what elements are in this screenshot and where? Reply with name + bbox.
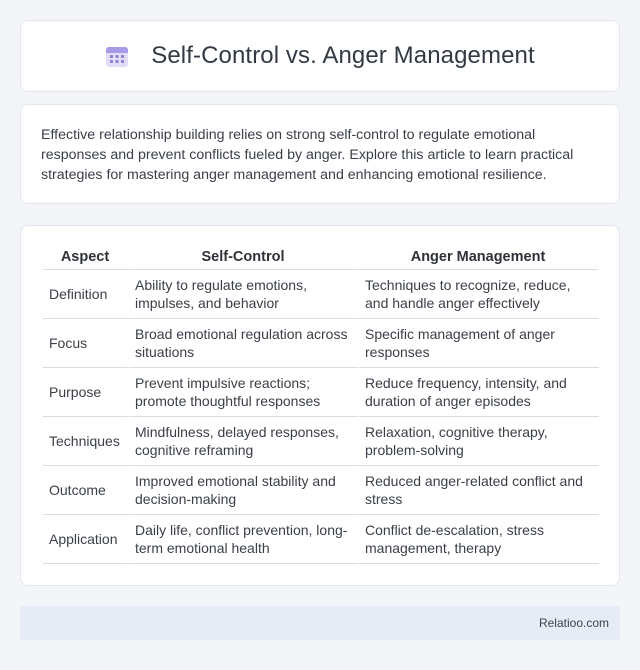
table-cell-self-control: Ability to regulate emotions, impulses, and behavior: [129, 270, 359, 319]
table-row: [43, 515, 599, 564]
table-row: [43, 319, 599, 368]
table-cell-anger-management: Techniques to recognize, reduce, and handle anger effectively: [359, 270, 599, 319]
table-cell-self-control: Daily life, conflict prevention, long-term emotional health: [129, 515, 359, 564]
table-cell-anger-management: Specific management of anger responses: [359, 319, 599, 368]
column-header-aspect: Aspect: [43, 246, 129, 270]
table-cell-aspect: Purpose: [43, 368, 129, 417]
comparison-table: [43, 246, 599, 564]
comparison-table-card: [20, 225, 620, 586]
intro-card: [20, 104, 620, 204]
intro-text: Effective relationship building relies on strong self-control to regulate emotional responses and prevent conflicts fueled by anger. Explore this article to learn practical strategies for mastering anger management and enhancing emotional resilience.: [41, 127, 574, 183]
table-cell-aspect: Definition: [43, 270, 129, 319]
calendar-icon: [105, 44, 129, 68]
table-row: [43, 270, 599, 319]
table-cell-anger-management: Reduced anger-related conflict and stress: [359, 466, 599, 515]
column-header-self-control: Self-Control: [129, 246, 359, 270]
table-cell-aspect: Outcome: [43, 466, 129, 515]
table-header-row: [43, 246, 599, 270]
footer: [20, 606, 620, 640]
table-cell-anger-management: Reduce frequency, intensity, and duration of anger episodes: [359, 368, 599, 417]
column-header-anger-management: Anger Management: [359, 246, 599, 270]
table-cell-aspect: Focus: [43, 319, 129, 368]
table-cell-aspect: Techniques: [43, 417, 129, 466]
table-cell-anger-management: Conflict de-escalation, stress management, therapy: [359, 515, 599, 564]
table-cell-anger-management: Relaxation, cognitive therapy, problem-solving: [359, 417, 599, 466]
table-cell-self-control: Prevent impulsive reactions; promote thoughtful responses: [129, 368, 359, 417]
table-cell-aspect: Application: [43, 515, 129, 564]
table-cell-self-control: Improved emotional stability and decision-making: [129, 466, 359, 515]
title-card: [20, 20, 620, 92]
table-row: [43, 417, 599, 466]
table-cell-self-control: Mindfulness, delayed responses, cognitive reframing: [129, 417, 359, 466]
table-row: [43, 466, 599, 515]
footer-brand: Relatioo.com: [538, 616, 609, 630]
table-row: [43, 368, 599, 417]
page-title: Self-Control vs. Anger Management: [151, 42, 535, 69]
table-cell-self-control: Broad emotional regulation across situations: [129, 319, 359, 368]
